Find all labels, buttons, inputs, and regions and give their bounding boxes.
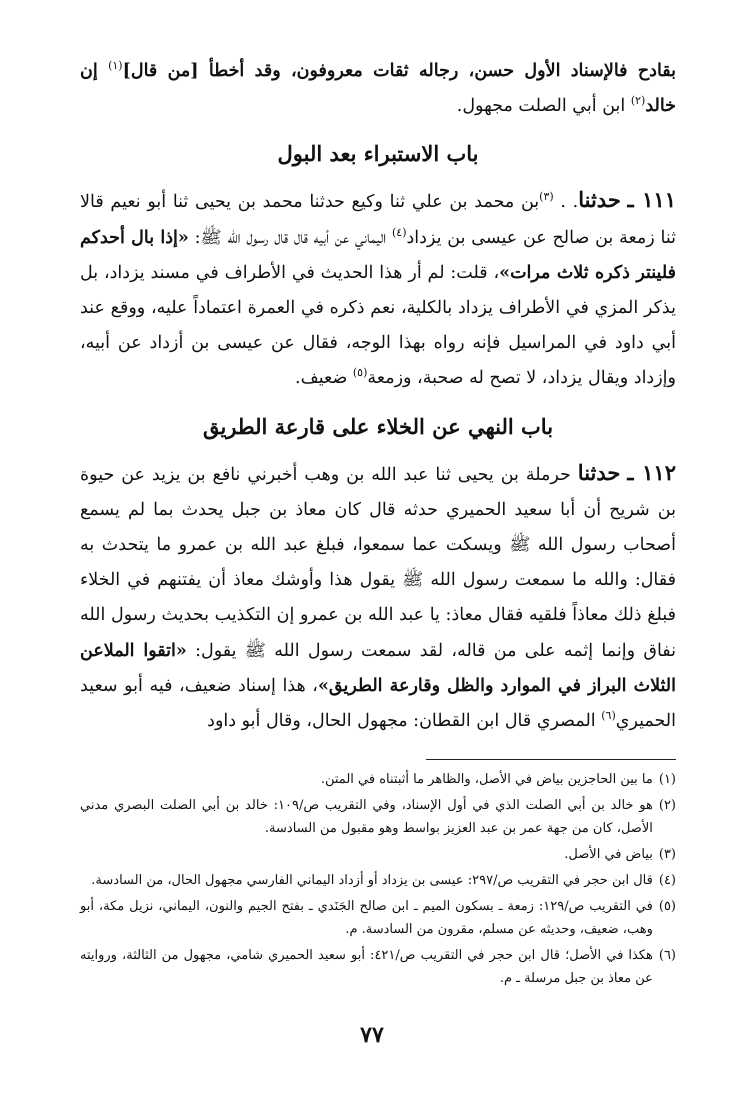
footnote-separator bbox=[426, 759, 676, 760]
footnote-number: (٢) bbox=[658, 798, 676, 814]
hadith-111-part3: اليماني عن أبيه قال قال رسول الله ﷺ: bbox=[188, 227, 392, 248]
page-number: ٧٧ bbox=[360, 1022, 384, 1048]
footnote-text: ما بين الحاجزين بياض في الأصل، والظاهر ما أثبتناه في المتن. bbox=[320, 772, 653, 788]
chapter-heading-road: باب النهي عن الخلاء على قارعة الطريق bbox=[202, 413, 554, 439]
hadith-112-quote: «اتقوا الملاعن الثلاث البراز في الموارد والظل وقارعة الطريق» bbox=[80, 640, 676, 696]
footnote-1 bbox=[80, 768, 676, 791]
footnote-ref-3[interactable]: (٣) bbox=[539, 190, 554, 204]
top-line-2: ابن أبي الصلت مجهول. bbox=[456, 96, 631, 117]
footnote-2 bbox=[80, 794, 676, 840]
footnote-number: (٣) bbox=[658, 847, 676, 863]
hadith-number-111: ١١١ ـ bbox=[627, 187, 676, 213]
footnote-text: في التقريب ص/١٢٩: زمعة ـ بسكون الميم ـ ابن صالح الجَنَدي ـ بفتح الجيم والنون، اليماني، نزيل مكة، أبو وهب، ضعيف، وحديثه عن مسلم، مقرون من السادسة. م. bbox=[80, 899, 653, 938]
hadith-lead-112: حدثنا bbox=[577, 459, 621, 485]
footnote-number: (٥) bbox=[658, 899, 676, 915]
hadith-112-part2: ، هذا إسناد ضعيف، فيه أبو سعيد الحميري bbox=[80, 675, 676, 732]
hadith-111-quote: «إذا بال أحدكم فلينتر ذكره ثلاث مرات» bbox=[80, 227, 676, 283]
hadith-111 bbox=[80, 182, 676, 396]
hadith-112-part3: المصري قال ابن القطان: مجهول الحال، وقال أبو داود bbox=[207, 711, 602, 732]
hadith-111-part5: ضعيف. bbox=[295, 368, 353, 389]
footnote-text: هكذا في الأصل؛ قال ابن حجر في التقريب ص/٤٢١: أبو سعيد الحميري شامي، مجهول من الثالثة، وروايته عن معاذ بن جبل مرسلة ـ م. bbox=[80, 948, 653, 987]
hadith-lead-111: حدثنا bbox=[578, 187, 621, 213]
hadith-112 bbox=[80, 455, 676, 740]
footnote-ref-4[interactable]: (٤) bbox=[391, 225, 407, 239]
hadith-111-part1: . . bbox=[553, 192, 579, 213]
footnote-ref-2[interactable]: (٢) bbox=[630, 94, 646, 108]
footnote-number: (١) bbox=[658, 772, 676, 788]
top-line-1: بقادح فالإسناد الأول حسن، رجاله ثقات معروفون، وقد أخطأ [من قال] bbox=[122, 61, 676, 81]
footnote-3 bbox=[80, 843, 676, 866]
chapter-heading-istibra: باب الاستبراء بعد البول bbox=[277, 141, 479, 167]
top-paragraph bbox=[80, 54, 676, 124]
footnote-number: (٤) bbox=[658, 873, 676, 889]
hadith-112-part1: حرملة بن يحيى ثنا عبد الله بن وهب أخبرني نافع بن يزيد عن حيوة بن شريح أن أبا سعيد الحميري حدثه قال كان معاذ بن جبل يحدث بما لم يسمع أصحاب رسول الله ﷺ ويسكت عما سمعوا، فبلغ عبد الله بن عمرو ما يتحدث به فقال: والله ما سمعت رسول الله ﷺ يقول هذا وأوشك معاذ أن يفتنهم في الخلاء فبلغ ذلك معاذاً فلقيه فقال معاذ: يا عبد الله بن عمرو إن التكذيب بحديث رسول الله نفاق وإنما إثمه على من قاله، لقد سمعت رسول الله ﷺ يقول: bbox=[80, 464, 676, 661]
hadith-111-part2: بن محمد بن علي ثنا وكيع حدثنا محمد بن يحيى ثنا أبو نعيم قالا ثنا زمعة بن صالح عن عيسى بن يزداد bbox=[80, 192, 677, 248]
footnote-text: قال ابن حجر في التقريب ص/٢٩٧: عيسى بن يزداد أو أزداد اليماني الفارسي مجهول الحال، من السادسة. bbox=[91, 873, 653, 889]
footnote-text: هو خالد بن أبي الصلت الذي في أول الإسناد، وفي التقريب ص/١٠٩: خالد بن أبي الصلت البصري مدني الأصل، كان من جهة عمر بن عبد العزيز بواسط وهو مقبول من السادسة. bbox=[80, 798, 653, 837]
hadith-number-112: ١١٢ ـ bbox=[627, 459, 676, 485]
footnote-6 bbox=[80, 944, 676, 990]
footnote-4 bbox=[80, 869, 676, 892]
footnote-5 bbox=[80, 895, 676, 941]
top-line-1-end: إن خالد bbox=[80, 61, 676, 117]
footnote-ref-5[interactable]: (٥) bbox=[352, 366, 368, 380]
footnote-ref-1[interactable]: (١) bbox=[108, 59, 123, 73]
footnote-text: بياض في الأصل. bbox=[564, 847, 653, 863]
footnotes bbox=[80, 768, 676, 990]
hadith-111-part4: ، قلت: لم أر هذا الحديث في الأطراف في مسند يزداد، بل يذكر المزي في الأطراف يزداد بالكلية، نعم ذكره في العمرة اعتماداً عليه، ووقع عند أبي داود في المراسيل فإنه رواه بهذا الوجه، فقال عن عيسى بن أزداد عن أبيه، وإزداد ويقال يزداد، لا تصح له صحبة، وزمعة bbox=[80, 262, 676, 389]
footnote-number: (٦) bbox=[658, 948, 676, 964]
footnote-ref-6[interactable]: (٦) bbox=[601, 709, 616, 723]
